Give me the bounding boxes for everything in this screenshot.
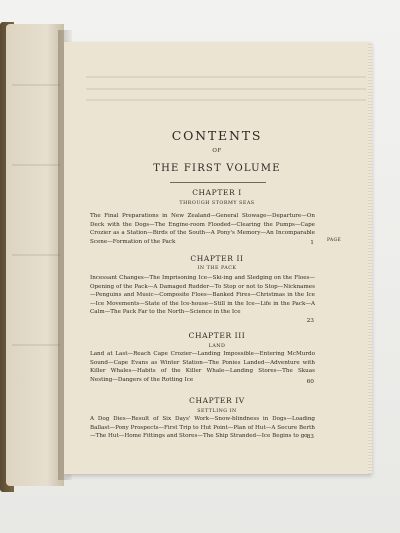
contents-title: CONTENTS [171, 128, 263, 143]
bleed-through-line [86, 88, 366, 90]
chapter-subheading: THROUGH STORMY SEAS [179, 201, 255, 206]
chapter-heading: CHAPTER I [192, 188, 242, 197]
page-column-label: PAGE [327, 238, 341, 243]
left-page-line [12, 254, 60, 256]
chapter-heading: CHAPTER II [190, 254, 244, 263]
chapter-heading: CHAPTER IV [189, 396, 245, 405]
chapter-page-number: 1 [310, 240, 314, 246]
left-page-line [12, 84, 60, 86]
chapter-page-number: 23 [306, 318, 314, 324]
chapter-summary: The Final Preparations in New Zealand—General Stowage—Departure—On Deck with the Dogs—The Engine-room Flooded—Clearing the Pumps—Cape Crozier as a Station—Birds of the South—A Pony's Memory—An Incomparable Scene—Formation of the Pack [90, 213, 315, 245]
contents-of: OF [212, 148, 222, 154]
chapter-summary: Land at Last—Reach Cape Crozier—Landing Impossible—Entering McMurdo Sound—Cape Evans as Winter Station—The Ponies Landed—Adventure with Killer Whales—Habits of the Killer Whale—Landing Stores—The Skuas Nesting—Dangers of the Rotting Ice [90, 351, 315, 383]
heading-rule [170, 182, 266, 183]
chapter-subheading: SETTLING IN [197, 409, 237, 414]
chapter-page-number: 83 [306, 434, 314, 440]
left-page-line [12, 344, 60, 346]
chapter-heading: CHAPTER III [188, 331, 246, 340]
chapter-page-number: 60 [306, 379, 314, 385]
left-page-line [12, 164, 60, 166]
volume-subtitle: THE FIRST VOLUME [153, 163, 281, 174]
chapter-subheading: LAND [208, 344, 226, 349]
chapter-summary: Incessant Changes—The Imprisoning Ice—Ski-ing and Sledging on the Floes—Opening of the Pack—A Damaged Rudder—To Stop or not to Stop—Nicknames—Penguins and Music—Composite Floes—Banked Fires—Christmas in the Ice—Ice Movements—State of the Ice-house—Still in the Ice—Life in the Pack—A Calm—The Pack Far to the North—Science in the Ice [90, 275, 315, 316]
chapter-summary: A Dog Dies—Result of Six Days' Work—Snow-blindness in Dogs—Loading Ballast—Pony Prospects—First Trip to Hut Point—Plan of Hut—A Secure Berth—The Hut—Home Fittings and Stores—The Ship Stranded—Ice Begins to go [90, 416, 315, 440]
left-page [6, 24, 64, 486]
bleed-through-line [86, 76, 366, 78]
chapter-subheading: IN THE PACK [197, 266, 237, 271]
bleed-through-line [86, 99, 366, 101]
